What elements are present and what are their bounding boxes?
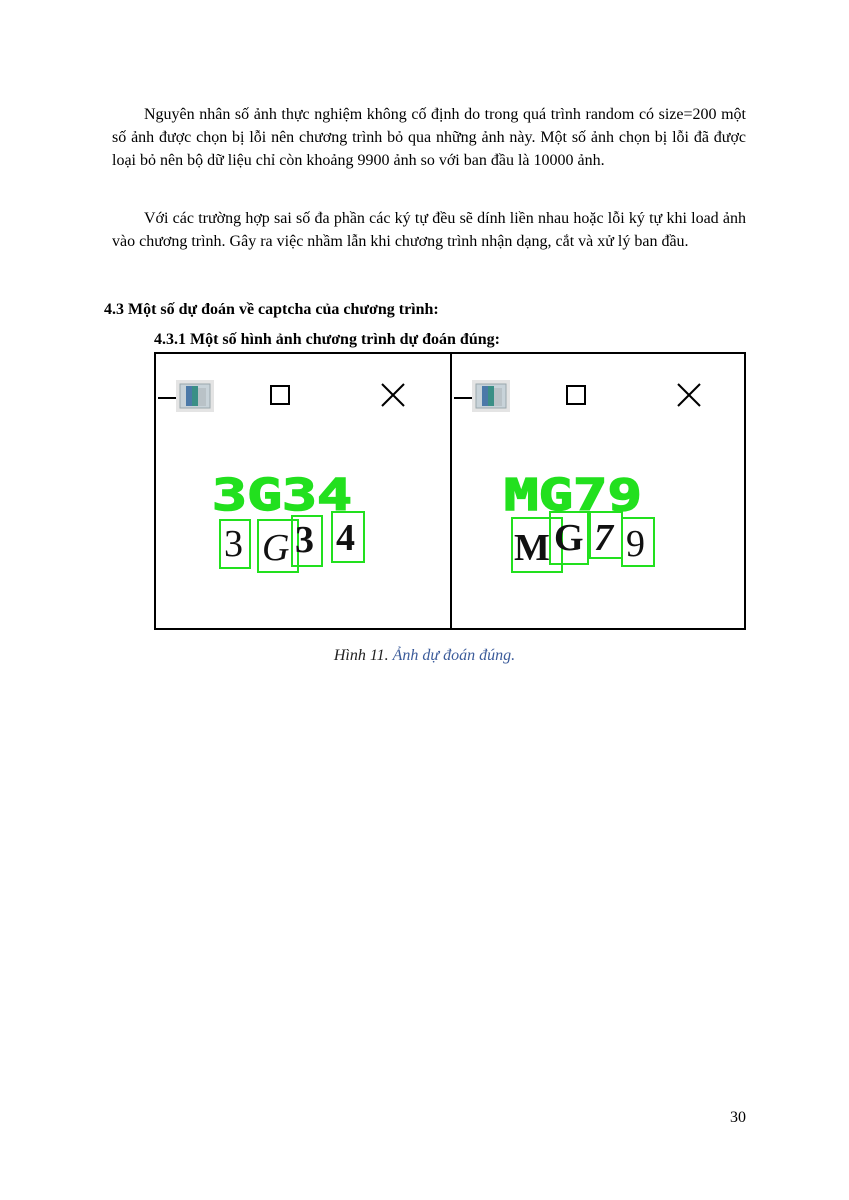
caption-text: Ảnh dự đoán đúng.: [392, 647, 516, 664]
captcha-char: G: [262, 527, 290, 569]
captcha-char: 3: [224, 523, 243, 565]
captcha-window-1: [156, 354, 450, 628]
caption-label: Hình 11.: [333, 647, 389, 664]
subsection-heading: 4.3.1 Một số hình ảnh chương trình dự đoán đúng:: [154, 331, 500, 348]
prediction-label: 3G34: [212, 470, 352, 521]
captcha-char: 3: [295, 519, 314, 561]
captcha-image-2: [452, 354, 744, 628]
prediction-label: MG79: [504, 470, 642, 521]
captcha-char: G: [554, 517, 584, 559]
captcha-window-2: [450, 354, 744, 628]
paragraph-2: Với các trường hợp sai số đa phần các ký tự đều sẽ dính liền nhau hoặc lỗi ký tự khi load ảnh vào chương trình. Gây ra việc nhầm lẫn khi chương trình nhận dạng, cắt và xử lý ban đầu.: [112, 210, 746, 250]
section-heading: 4.3 Một số dự đoán về captcha của chương trình:: [104, 301, 439, 318]
captcha-char: M: [514, 527, 550, 569]
figure-caption: [0, 646, 849, 666]
captcha-char: 9: [626, 523, 645, 565]
captcha-char: 7: [594, 517, 613, 559]
page-number: 30: [730, 1109, 746, 1126]
captcha-char: 4: [336, 517, 355, 559]
paragraph-1: Nguyên nhân số ảnh thực nghiệm không cố định do trong quá trình random có size=200 một số ảnh được chọn bị lỗi nên chương trình bỏ qua những ảnh này. Một số ảnh chọn bị lỗi đã được loại bỏ nên bộ dữ liệu chỉ còn khoảng 9900 ảnh so với ban đầu là 10000 ảnh.: [112, 106, 746, 169]
captcha-image-1: [156, 354, 450, 628]
figure-frame: [154, 352, 746, 630]
